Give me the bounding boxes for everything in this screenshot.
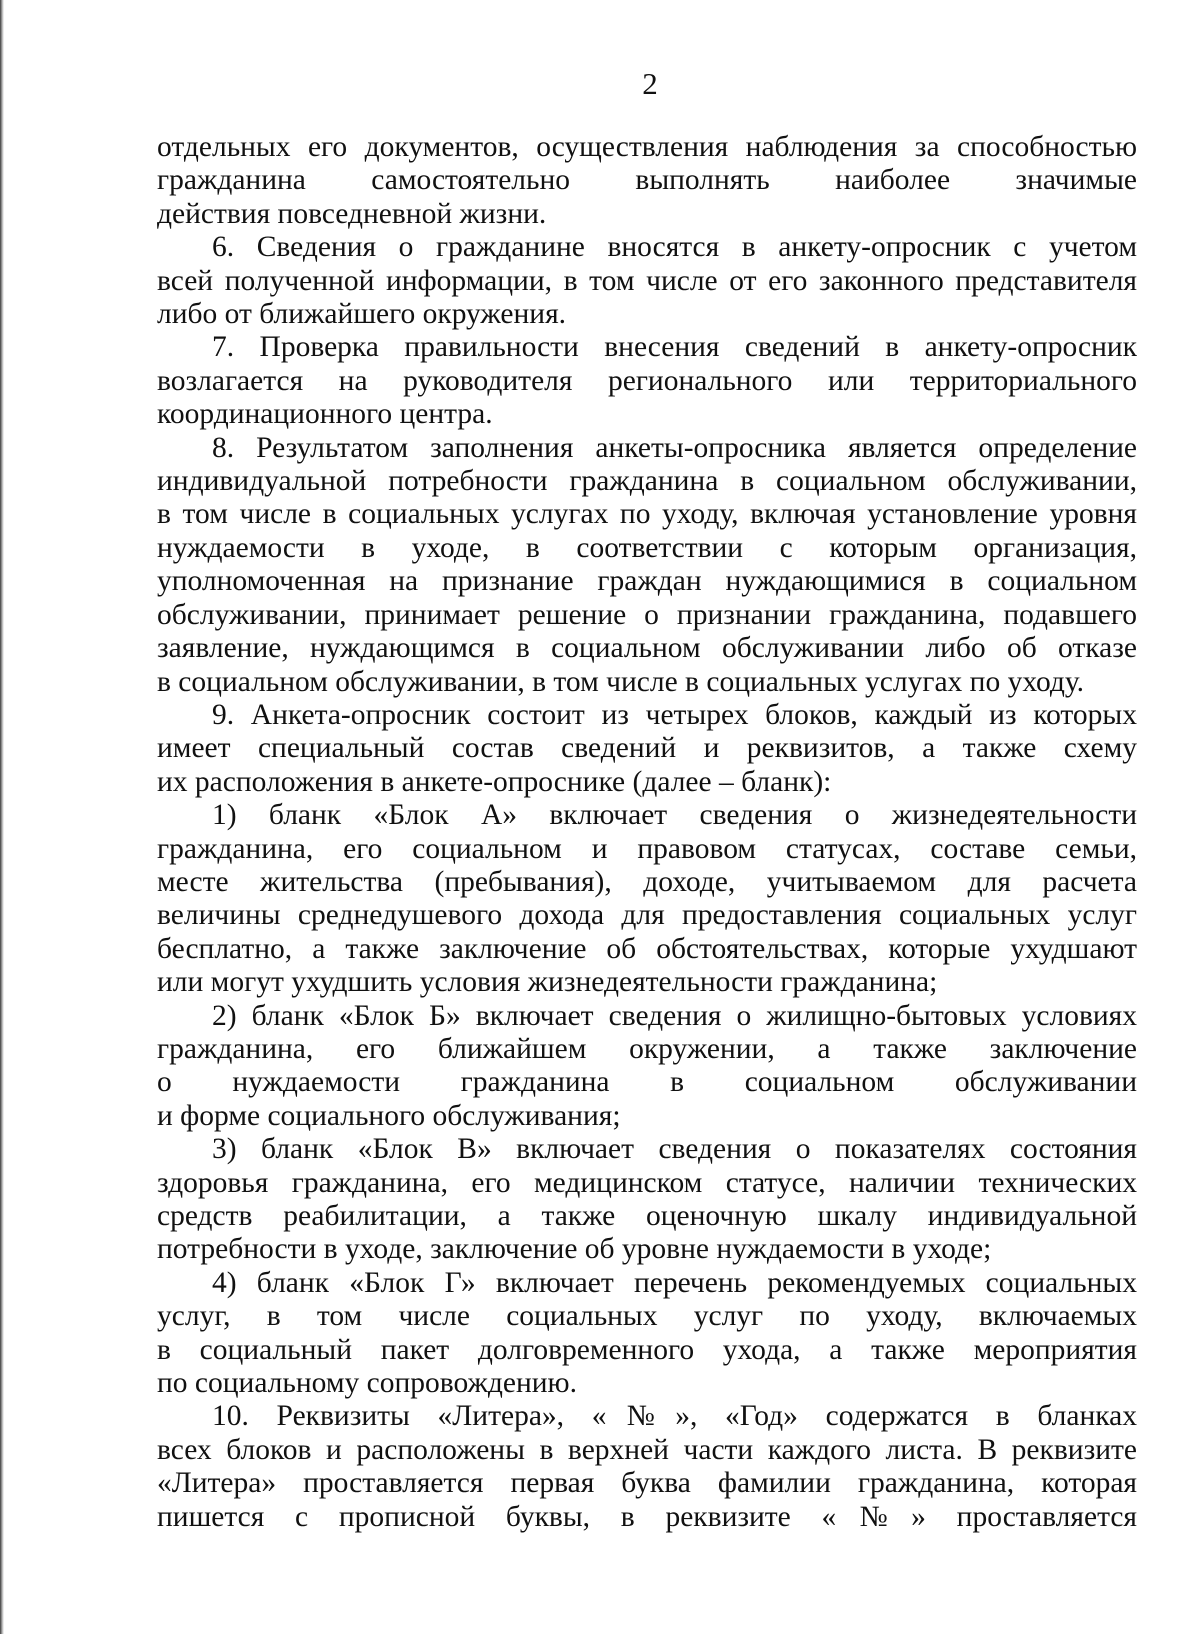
text-line: величины среднедушевого дохода для предоставления социальных услуг bbox=[157, 899, 1137, 932]
text-line: 8. Результатом заполнения анкеты-опросника является определение bbox=[212, 431, 1137, 464]
text-line: всей полученной информации, в том числе от его законного представителя bbox=[157, 264, 1137, 297]
text-line: 4) бланк «Блок Г» включает перечень рекомендуемых социальных bbox=[212, 1266, 1137, 1299]
text-line: либо от ближайшего окружения. bbox=[157, 298, 567, 331]
text-line: их расположения в анкете-опроснике (далее – бланк): bbox=[157, 765, 832, 798]
text-line: уполномоченная на признание граждан нуждающимися в социальном bbox=[157, 565, 1137, 598]
text-line: обслуживании, принимает решение о признании гражданина, подавшего bbox=[157, 598, 1137, 631]
paragraph-p7 bbox=[157, 331, 1137, 431]
text-line: 3) бланк «Блок В» включает сведения о показателях состояния bbox=[212, 1133, 1137, 1166]
text-line: действия повседневной жизни. bbox=[157, 197, 547, 230]
paragraph-p5-cont bbox=[157, 131, 1137, 231]
text-line: месте жительства (пребывания), доходе, учитываемом для расчета bbox=[157, 865, 1137, 898]
text-line: бесплатно, а также заключение об обстоятельствах, которые ухудшают bbox=[157, 932, 1137, 965]
text-line: имеет специальный состав сведений и реквизитов, а также схему bbox=[157, 732, 1137, 765]
text-line: 10. Реквизиты «Литера», «№», «Год» содержатся в бланках bbox=[212, 1400, 1137, 1433]
text-line: услуг, в том числе социальных услуг по уходу, включаемых bbox=[157, 1300, 1137, 1333]
text-line: и форме социального обслуживания; bbox=[157, 1099, 621, 1132]
text-line: 6. Сведения о гражданине вносятся в анкету-опросник с учетом bbox=[212, 231, 1137, 264]
scan-edge-shadow bbox=[0, 0, 4, 1634]
text-line: или могут ухудшить условия жизнедеятельности гражданина; bbox=[157, 966, 938, 999]
text-line: потребности в уходе, заключение об уровне нуждаемости в уходе; bbox=[157, 1233, 992, 1266]
text-line: гражданина самостоятельно выполнять наиболее значимые bbox=[157, 164, 1137, 197]
text-line: координационного центра. bbox=[157, 398, 493, 431]
text-line: возлагается на руководителя регионального или территориального bbox=[157, 364, 1137, 397]
text-line: здоровья гражданина, его медицинском статусе, наличии технических bbox=[157, 1166, 1137, 1199]
paragraph-p9 bbox=[157, 699, 1137, 799]
text-line: всех блоков и расположены в верхней части каждого листа. В реквизите bbox=[157, 1433, 1137, 1466]
text-line: гражданина, его социальном и правовом статусах, составе семьи, bbox=[157, 832, 1137, 865]
paragraph-p6 bbox=[157, 231, 1137, 331]
paragraph-p9-2 bbox=[157, 1000, 1137, 1134]
paragraph-p9-3 bbox=[157, 1133, 1137, 1267]
document-body bbox=[157, 131, 1137, 1534]
text-line: нуждаемости в уходе, в соответствии с которым организация, bbox=[157, 531, 1137, 564]
page-number: 2 bbox=[642, 66, 658, 101]
text-line: 7. Проверка правильности внесения сведений в анкету-опросник bbox=[212, 331, 1137, 364]
text-line: средств реабилитации, а также оценочную шкалу индивидуальной bbox=[157, 1200, 1137, 1232]
text-line: 9. Анкета-опросник состоит из четырех блоков, каждый из которых bbox=[212, 698, 1137, 731]
text-line: заявление, нуждающимся в социальном обслуживании либо об отказе bbox=[157, 632, 1137, 665]
text-line: 1) бланк «Блок А» включает сведения о жизнедеятельности bbox=[212, 799, 1137, 832]
text-line: по социальному сопровождению. bbox=[157, 1367, 577, 1400]
text-line: гражданина, его ближайшем окружении, а также заключение bbox=[157, 1032, 1137, 1065]
paragraph-p8 bbox=[157, 432, 1137, 699]
text-line: 2) бланк «Блок Б» включает сведения о жилищно-бытовых условиях bbox=[212, 999, 1137, 1032]
text-line: в том числе в социальных услугах по уходу, включая установление уровня bbox=[157, 498, 1137, 531]
text-line: о нуждаемости гражданина в социальном обслуживании bbox=[157, 1066, 1137, 1099]
paragraph-p9-1 bbox=[157, 799, 1137, 999]
text-line: индивидуальной потребности гражданина в социальном обслуживании, bbox=[157, 465, 1137, 498]
text-line: «Литера» проставляется первая буква фамилии гражданина, которая bbox=[157, 1467, 1137, 1500]
paragraph-p9-4 bbox=[157, 1267, 1137, 1401]
text-line: в социальный пакет долговременного ухода, а также мероприятия bbox=[157, 1333, 1137, 1366]
text-line: отдельных его документов, осуществления наблюдения за способностью bbox=[157, 131, 1137, 163]
text-line: пишется с прописной буквы, в реквизите «№» проставляется bbox=[157, 1500, 1137, 1533]
text-line: в социальном обслуживании, в том числе в социальных услугах по уходу. bbox=[157, 665, 1085, 698]
paragraph-p10 bbox=[157, 1400, 1137, 1534]
